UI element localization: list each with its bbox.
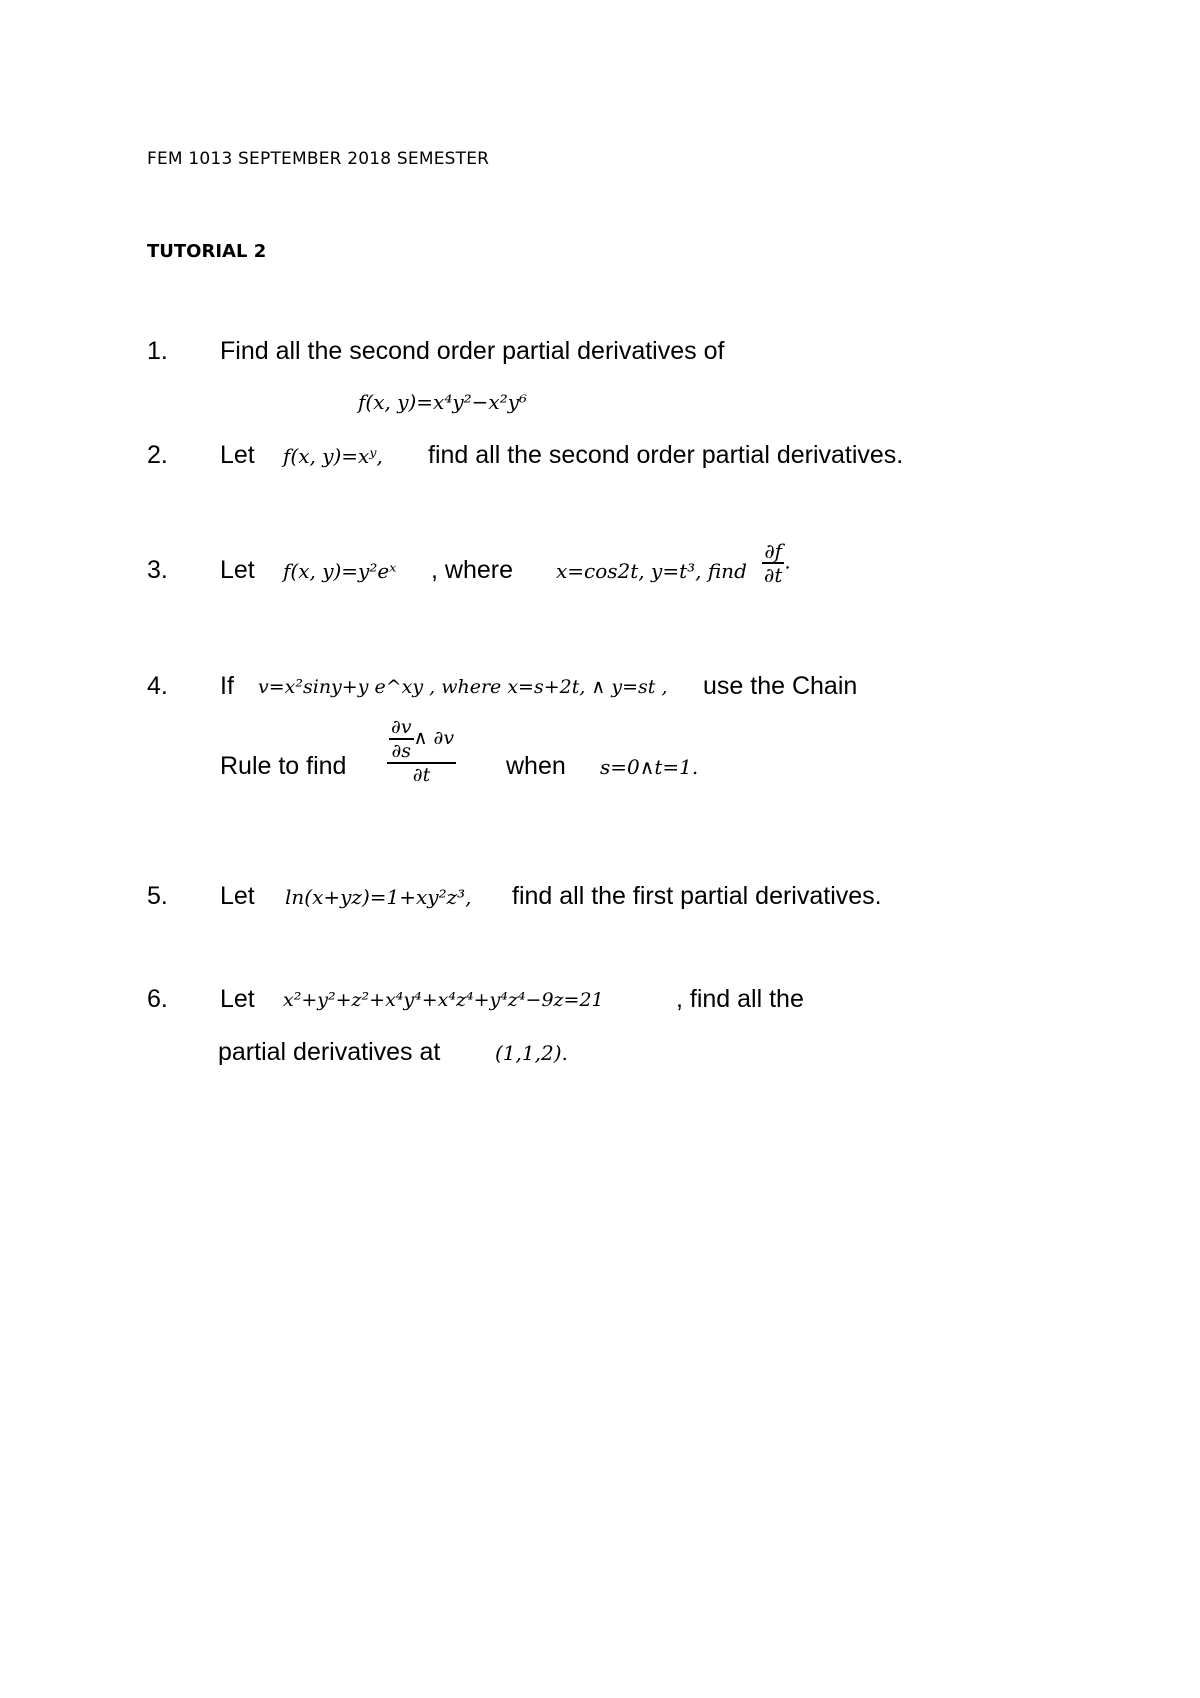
compound-fraction: $\frac{\partial v}{\partial s}$ ∧ ∂v ∂t bbox=[387, 716, 456, 786]
question-4-when: when bbox=[506, 752, 566, 780]
question-6-text-2: partial derivatives at bbox=[218, 1038, 441, 1066]
question-5-equation: ln(x+yz)=1+xy²z³, bbox=[285, 885, 472, 909]
question-4-number: 4. bbox=[147, 672, 168, 700]
partial-v-over-partial-s: $\frac{\partial v}{\partial s}$ bbox=[391, 716, 412, 762]
question-6-lead: Let bbox=[220, 985, 255, 1013]
question-4-lead: If bbox=[220, 672, 234, 700]
question-4-text: use the Chain bbox=[703, 672, 858, 700]
question-1-text: Find all the second order partial derivatives of bbox=[220, 337, 725, 365]
question-5-lead: Let bbox=[220, 882, 255, 910]
question-1-number: 1. bbox=[147, 337, 168, 365]
question-4-derivatives bbox=[387, 716, 456, 786]
question-4-function: v=x²siny+y e^xy , where x=s+2t, ∧ y=st , bbox=[258, 676, 668, 698]
course-header: FEM 1013 SEPTEMBER 2018 SEMESTER bbox=[147, 149, 490, 169]
question-3-function: f(x, y)=y²eˣ bbox=[283, 559, 397, 583]
question-3-mid: , where bbox=[431, 556, 513, 584]
question-4-condition: s=0∧t=1. bbox=[600, 755, 699, 779]
question-6-equation: x²+y²+z²+x⁴y⁴+x⁴z⁴+y⁴z⁴−9z=21 bbox=[283, 989, 604, 1011]
question-3-number: 3. bbox=[147, 556, 168, 584]
question-2-function: f(x, y)=xʸ, bbox=[283, 444, 383, 468]
question-4-text-2: Rule to find bbox=[220, 752, 347, 780]
question-3-lead: Let bbox=[220, 556, 255, 584]
question-5-text: find all the first partial derivatives. bbox=[512, 882, 882, 910]
question-6-point: (1,1,2). bbox=[495, 1041, 568, 1065]
question-6-text: , find all the bbox=[676, 985, 804, 1013]
question-5-number: 5. bbox=[147, 882, 168, 910]
question-2-number: 2. bbox=[147, 441, 168, 469]
question-3-derivative: $\frac{\partial f}{\partial t}$ . bbox=[764, 539, 791, 587]
question-2-lead: Let bbox=[220, 441, 255, 469]
question-2-text: find all the second order partial derivatives. bbox=[428, 441, 904, 469]
tutorial-title: TUTORIAL 2 bbox=[147, 241, 267, 262]
question-6-number: 6. bbox=[147, 985, 168, 1013]
question-3-substitution: x=cos2t, y=t³, find bbox=[556, 559, 747, 583]
partial-f-over-partial-t: $\frac{\partial f}{\partial t}$ bbox=[764, 539, 783, 587]
question-1-function: f(x, y)=x⁴y²−x²y⁶ bbox=[358, 390, 528, 414]
